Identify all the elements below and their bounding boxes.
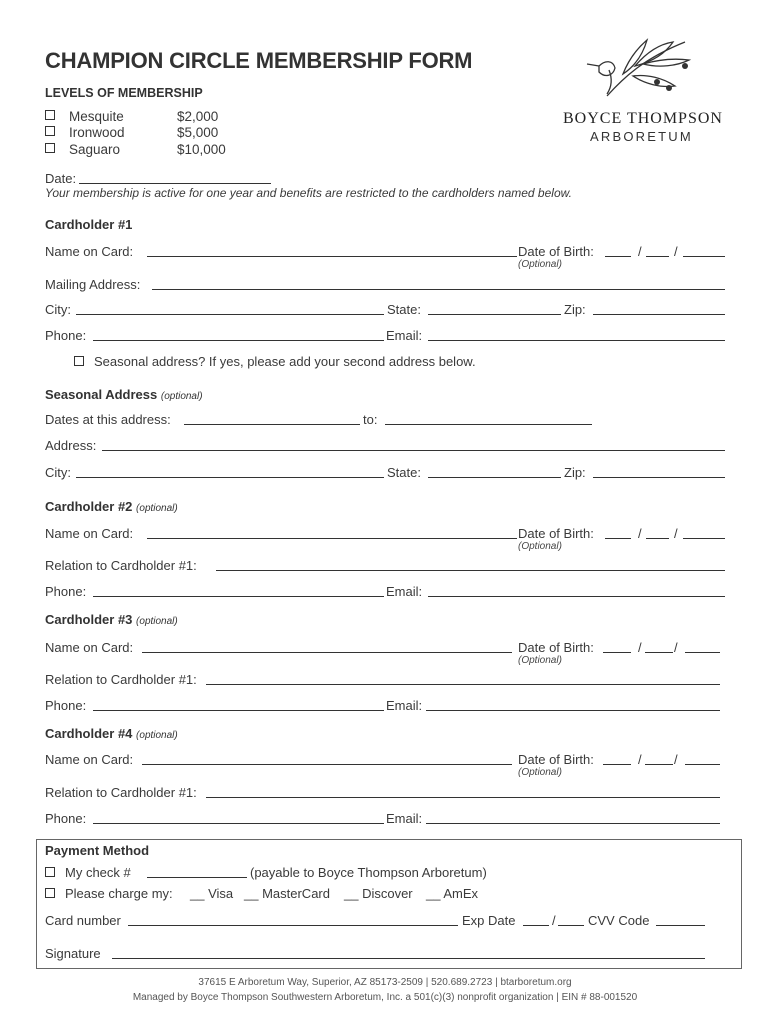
signature-label: Signature [45, 946, 101, 961]
cardholder1-heading: Cardholder #1 [45, 217, 133, 232]
name-on-card-label: Name on Card: [45, 752, 134, 767]
slash: / [638, 526, 642, 541]
phone-label: Phone: [45, 698, 87, 713]
seasonal-checkbox-label: Seasonal address? If yes, please add your second address below. [94, 354, 476, 369]
ch1-dob-day[interactable] [646, 256, 669, 257]
ch1-dob-month[interactable] [605, 256, 631, 257]
name-on-card-label: Name on Card: [45, 526, 134, 541]
ch2-dob-month[interactable] [605, 538, 631, 539]
dates-at-address-label: Dates at this address: [45, 412, 171, 427]
card-amex[interactable]: __ AmEx [426, 886, 479, 901]
cardholder4-heading-text: Cardholder #4 [45, 726, 133, 741]
ch2-phone-field[interactable] [93, 596, 384, 597]
slash: / [674, 526, 678, 541]
ch4-dob-month[interactable] [603, 764, 631, 765]
logo-subtitle: ARBORETUM [590, 129, 693, 144]
membership-notice: Your membership is active for one year and benefits are restricted to the cardholders named below. [45, 186, 572, 200]
ch1-phone-field[interactable] [93, 340, 384, 341]
check-label: My check # [65, 865, 131, 880]
check-payee-note: (payable to Boyce Thompson Arboretum) [250, 865, 487, 880]
ch1-email-field[interactable] [428, 340, 725, 341]
optional-tag: (optional) [136, 503, 178, 514]
slash: / [552, 913, 556, 928]
city-label: City: [45, 302, 71, 317]
card-number-label: Card number [45, 913, 121, 928]
phone-label: Phone: [45, 584, 87, 599]
payment-method-box [36, 839, 742, 969]
cardholder2-heading [45, 499, 178, 514]
slash: / [674, 244, 678, 259]
date-label: Date: [45, 171, 77, 186]
slash: / [638, 640, 642, 655]
slash: / [674, 752, 678, 767]
dob-optional-note: (Optional) [518, 541, 562, 552]
relation-label: Relation to Cardholder #1: [45, 672, 197, 687]
ch2-email-field[interactable] [428, 596, 725, 597]
ch3-phone-field[interactable] [93, 710, 384, 711]
phone-label: Phone: [45, 328, 87, 343]
seasonal-checkbox[interactable] [74, 356, 84, 366]
check-number-field[interactable] [147, 877, 247, 878]
slash: / [638, 244, 642, 259]
ch4-relation-field[interactable] [206, 797, 720, 798]
level-saguaro[interactable] [45, 142, 226, 157]
to-label: to: [363, 412, 378, 427]
email-label: Email: [386, 328, 423, 343]
ch4-email-field[interactable] [426, 823, 720, 824]
dob-label: Date of Birth: [518, 526, 594, 541]
email-label: Email: [386, 811, 423, 826]
dob-label: Date of Birth: [518, 244, 594, 259]
seasonal-heading-text: Seasonal Address [45, 387, 158, 402]
cardholder3-heading-text: Cardholder #3 [45, 612, 133, 627]
form-title: CHAMPION CIRCLE MEMBERSHIP FORM [45, 48, 473, 73]
level-name: Ironwood [69, 125, 125, 140]
mailing-address-label: Mailing Address: [45, 277, 141, 292]
ch1-dob-year[interactable] [683, 256, 725, 257]
optional-tag: (optional) [136, 616, 178, 627]
ch1-mailing-address-field[interactable] [152, 289, 725, 290]
ch2-dob-day[interactable] [646, 538, 669, 539]
slash: / [674, 640, 678, 655]
charge-checkbox[interactable] [45, 888, 55, 898]
ch2-name-field[interactable] [147, 538, 517, 539]
ch4-dob-day[interactable] [645, 764, 673, 765]
optional-tag: (optional) [160, 391, 203, 402]
checkbox-saguaro[interactable] [45, 143, 55, 153]
ch3-name-field[interactable] [142, 652, 512, 653]
seasonal-zip-field[interactable] [593, 477, 725, 478]
ch3-dob-month[interactable] [603, 652, 631, 653]
ch1-city-field[interactable] [76, 314, 384, 315]
dob-label: Date of Birth: [518, 752, 594, 767]
ch1-name-field[interactable] [147, 256, 517, 257]
dob-optional-note: (Optional) [518, 259, 562, 270]
dob-optional-note: (Optional) [518, 655, 562, 666]
date-field[interactable] [79, 183, 271, 184]
seasonal-address-field[interactable] [102, 450, 725, 451]
ch3-relation-field[interactable] [206, 684, 720, 685]
cvv-label: CVV Code [588, 913, 650, 928]
state-label: State: [387, 302, 421, 317]
ch4-dob-year[interactable] [685, 764, 720, 765]
ch2-dob-year[interactable] [683, 538, 725, 539]
relation-label: Relation to Cardholder #1: [45, 785, 197, 800]
card-number-field[interactable] [128, 925, 458, 926]
state-label: State: [387, 465, 421, 480]
exp-date-label: Exp Date [462, 913, 516, 928]
dob-optional-note: (Optional) [518, 767, 562, 778]
ch2-relation-field[interactable] [216, 570, 725, 571]
cardholder3-heading [45, 612, 178, 627]
checkbox-mesquite[interactable] [45, 110, 55, 120]
email-label: Email: [386, 698, 423, 713]
level-name: Mesquite [69, 109, 124, 124]
level-mesquite[interactable] [45, 109, 218, 124]
exp-month-field[interactable] [523, 925, 549, 926]
slash: / [638, 752, 642, 767]
name-on-card-label: Name on Card: [45, 244, 134, 259]
relation-label: Relation to Cardholder #1: [45, 558, 197, 573]
zip-label: Zip: [564, 302, 586, 317]
ch1-state-field[interactable] [428, 314, 561, 315]
city-label: City: [45, 465, 71, 480]
charge-option[interactable] [45, 886, 173, 901]
cardholder2-heading-text: Cardholder #2 [45, 499, 133, 514]
level-price: $5,000 [177, 125, 219, 140]
level-price: $10,000 [177, 142, 226, 157]
ch3-dob-day[interactable] [645, 652, 673, 653]
level-price: $2,000 [177, 109, 219, 124]
seasonal-to-field[interactable] [385, 424, 592, 425]
exp-year-field[interactable] [558, 925, 584, 926]
seasonal-city-field[interactable] [76, 477, 384, 478]
phone-label: Phone: [45, 811, 87, 826]
seasonal-from-field[interactable] [184, 424, 360, 425]
ch4-phone-field[interactable] [93, 823, 384, 824]
footer-org: Managed by Boyce Thompson Southwestern Arboretum, Inc. a 501(c)(3) nonprofit organization | EIN # 88-001520 [132, 992, 638, 1003]
charge-label: Please charge my: [65, 886, 173, 901]
cvv-field[interactable] [656, 925, 705, 926]
hummingbird-logo-icon [585, 36, 695, 98]
ch3-email-field[interactable] [426, 710, 720, 711]
seasonal-heading [45, 387, 203, 402]
ch3-dob-year[interactable] [685, 652, 720, 653]
levels-heading: LEVELS OF MEMBERSHIP [45, 86, 203, 100]
email-label: Email: [386, 584, 423, 599]
payment-heading: Payment Method [45, 843, 150, 858]
card-discover[interactable]: __ Discover [344, 886, 413, 901]
card-visa[interactable]: __ Visa [190, 886, 234, 901]
cardholder4-heading [45, 726, 178, 741]
seasonal-address-option[interactable] [74, 354, 476, 369]
address-label: Address: [45, 438, 97, 453]
optional-tag: (optional) [136, 730, 178, 741]
logo-name: BOYCE THOMPSON [563, 110, 723, 127]
name-on-card-label: Name on Card: [45, 640, 134, 655]
level-ironwood[interactable] [45, 125, 218, 140]
ch4-name-field[interactable] [142, 764, 512, 765]
card-mastercard[interactable]: __ MasterCard [244, 886, 330, 901]
ch1-zip-field[interactable] [593, 314, 725, 315]
check-checkbox[interactable] [45, 867, 55, 877]
seasonal-state-field[interactable] [428, 477, 561, 478]
zip-label: Zip: [564, 465, 586, 480]
signature-field[interactable] [112, 958, 705, 959]
footer-address: 37615 E Arboretum Way, Superior, AZ 85173-2509 | 520.689.2723 | btarboretum.org [198, 977, 572, 988]
checkbox-ironwood[interactable] [45, 126, 55, 136]
check-option[interactable] [45, 865, 131, 880]
level-name: Saguaro [69, 142, 121, 157]
dob-label: Date of Birth: [518, 640, 594, 655]
